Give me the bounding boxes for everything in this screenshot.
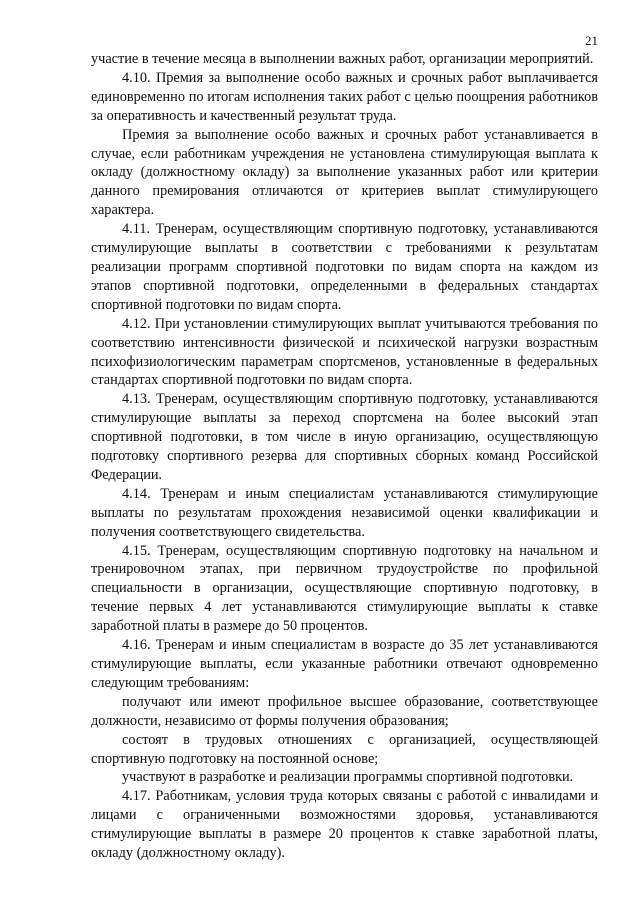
document-body (91, 50, 598, 863)
page-number: 21 (585, 33, 598, 48)
requirement-education: получают или имеют профильное высшее образование, соответствующее должности, независимо от формы получения образования; (91, 693, 598, 729)
paragraph-4-17: 4.17. Работникам, условия труда которых связаны с работой с инвалидами и лицами с ограниченными возможностями здоровья, устанавливаются стимулирующие выплаты в размере 20 процентов к ставке заработной платы, окладу (должностному окладу). (91, 788, 598, 862)
paragraph-4-16: 4.16. Тренерам и иным специалистам в возрасте до 35 лет устанавливаются стимулирующие выплаты, если указанные работники отвечают одновременно следующим требованиям: (91, 637, 598, 691)
paragraph-continuation: участие в течение месяца в выполнении важных работ, организации мероприятий. (91, 51, 594, 67)
paragraph-bonus-conditions: Премия за выполнение особо важных и срочных работ устанавливается в случае, если работникам учреждения не установлена стимулирующая выплата к окладу (должностному окладу) за выполнение указанных работ или критерии данного премирования отличаются от критериев выплат стимулирующего характера. (91, 126, 598, 219)
requirement-program: участвуют в разработке и реализации программы спортивной подготовки. (122, 769, 574, 786)
paragraph-4-14: 4.14. Тренерам и иным специалистам устанавливаются стимулирующие выплаты по результатам прохождения независимой оценки квалификации и получения соответствующего свидетельства. (91, 485, 598, 540)
paragraph-4-11: 4.11. Тренерам, осуществляющим спортивную подготовку, устанавливаются стимулирующие выплаты в соответствии с требованиями к результатам реализации программ спортивной подготовки по видам спорта на каждом из этапов спортивной подготовки, определенными в федеральных стандартах спортивной подготовки по видам спорта. (91, 221, 598, 313)
paragraph-4-15: 4.15. Тренерам, осуществляющим спортивную подготовку на начальном и тренировочном этапах, при первичном трудоустройстве по профильной специальности в организации, осуществляющие спортивную подготовку, в течение первых 4 лет устанавливаются стимулирующие выплаты к ставке заработной платы в размере до 50 процентов. (91, 542, 598, 635)
requirement-employment: состоят в трудовых отношениях с организацией, осуществляющей спортивную подготовку на постоянной основе; (91, 731, 598, 767)
paragraph-4-10: 4.10. Премия за выполнение особо важных и срочных работ выплачивается единовременно по итогам исполнения таких работ с целью поощрения работников за оперативность и качественный результат труда. (91, 69, 598, 124)
paragraph-4-13: 4.13. Тренерам, осуществляющим спортивную подготовку, устанавливаются стимулирующие выплаты за переход спортсмена на более высокий этап спортивной подготовки, в том числе в иную организацию, осуществляющую подготовку спортивного резерва для спортивных сборных команд Российской Федерации. (91, 391, 598, 483)
paragraph-4-12: 4.12. При установлении стимулирующих выплат учитываются требования по соответствию интенсивности физической и психической нагрузки возрастным психофизиологическим параметрам спортсменов, установленные в федеральных стандартах спортивной подготовки по видам спорта. (91, 315, 598, 389)
